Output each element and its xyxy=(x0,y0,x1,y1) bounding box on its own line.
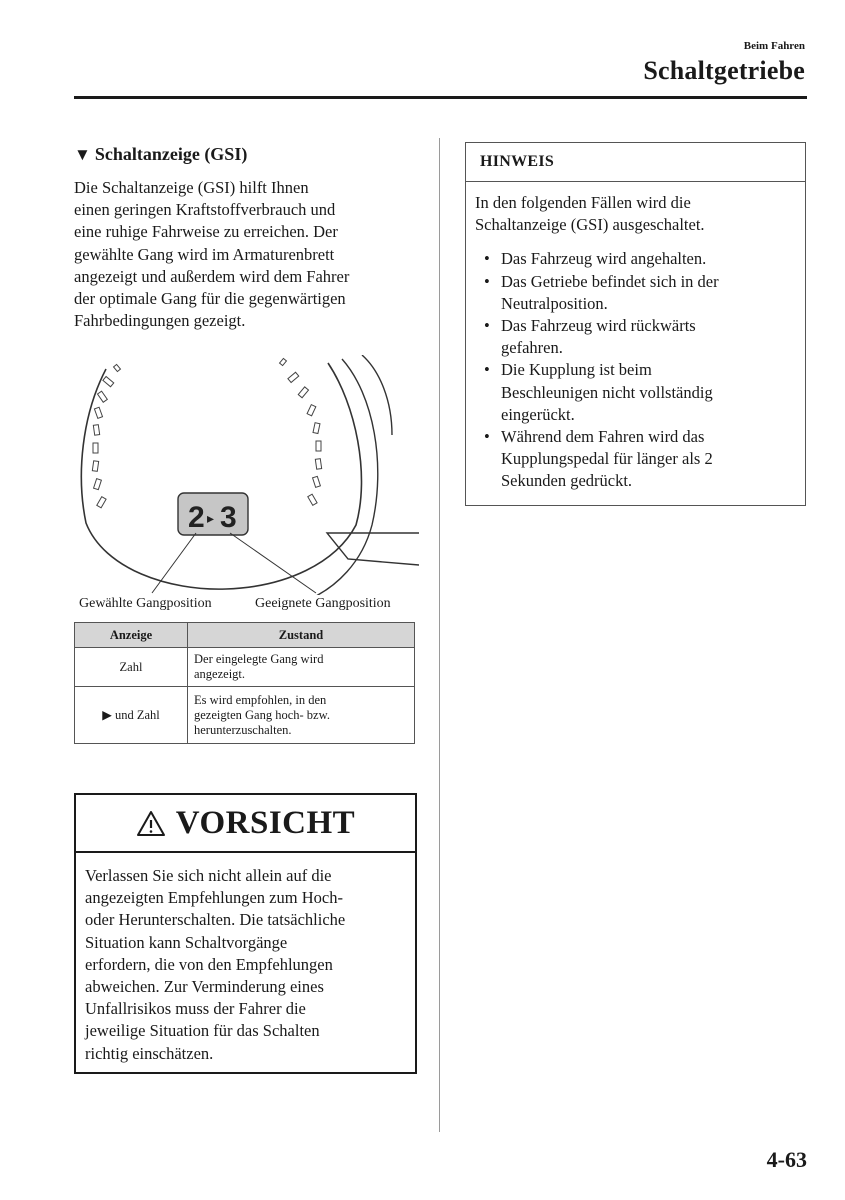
state-line: herunterzuschalten. xyxy=(194,722,292,737)
table-cell-indicator: Zahl xyxy=(75,648,188,687)
table-row xyxy=(75,687,415,744)
bullet-icon: • xyxy=(484,360,490,380)
warning-box xyxy=(74,793,417,1074)
note-box xyxy=(465,142,806,506)
state-line: Der eingelegte Gang wird xyxy=(194,652,324,666)
section-title xyxy=(74,144,247,165)
intro-line: Die Schaltanzeige (GSI) hilft Ihnen xyxy=(74,178,309,197)
indicator-table xyxy=(74,622,415,744)
list-item-line: Beschleunigen nicht vollständig xyxy=(501,382,713,402)
list-item-line: Sekunden gedrückt. xyxy=(501,471,633,491)
cluster-illustration xyxy=(74,355,419,595)
list-item xyxy=(475,271,797,315)
warning-line: jeweilige Situation für das Schalten xyxy=(85,1021,320,1041)
right-panel-arc xyxy=(362,355,392,435)
note-body xyxy=(466,182,805,493)
intro-line: einen geringen Kraftstoffverbrauch und xyxy=(74,200,336,220)
list-item xyxy=(475,426,797,493)
indicator-text: und Zahl xyxy=(114,707,160,722)
list-item-line: eingerückt. xyxy=(501,404,575,424)
list-item-line: Das Fahrzeug wird angehalten. xyxy=(501,249,707,269)
display-digit-right: 3 xyxy=(220,501,237,534)
warning-line: oder Herunterschalten. Die tatsächliche xyxy=(85,910,346,930)
display-digit-left: 2 xyxy=(188,501,205,534)
table-header-state: Zustand xyxy=(188,623,415,648)
gauge-outer-arc xyxy=(81,363,361,589)
table-cell-state xyxy=(188,648,415,687)
warning-triangle-icon xyxy=(136,810,166,837)
label-suggested-gear: Geeignete Gangposition xyxy=(255,596,391,611)
intro-line: angezeigt und außerdem wird dem Fahrer xyxy=(74,266,350,286)
table-row xyxy=(75,648,415,687)
right-tick-marks xyxy=(280,358,322,505)
warning-header xyxy=(76,795,415,853)
intro-line: der optimale Gang für die gegenwärtigen xyxy=(74,289,346,309)
table-cell-state xyxy=(188,687,415,744)
list-item-line: Neutralposition. xyxy=(501,293,608,313)
display-arrow: ▸ xyxy=(207,511,215,527)
list-item-line: Die Kupplung ist beim xyxy=(501,360,652,380)
warning-line: Verlassen Sie sich nicht allein auf die xyxy=(85,866,332,885)
header-rule xyxy=(74,96,807,99)
note-title: HINWEIS xyxy=(466,143,805,182)
left-tick-marks xyxy=(92,364,120,507)
intro-paragraph xyxy=(74,177,414,332)
right-panel-line xyxy=(327,533,419,565)
list-item xyxy=(475,248,797,270)
table-header-indicator: Anzeige xyxy=(75,623,188,648)
warning-line: richtig einschätzen. xyxy=(85,1043,214,1063)
intro-line: eine ruhige Fahrweise zu erreichen. Der xyxy=(74,222,338,242)
note-intro xyxy=(475,192,797,236)
warning-line: Unfallrisikos muss der Fahrer die xyxy=(85,999,306,1019)
table-header-row xyxy=(75,623,415,648)
state-line: Es wird empfohlen, in den xyxy=(194,692,327,707)
list-item-line: Das Getriebe befindet sich in der xyxy=(501,271,719,291)
bullet-icon: • xyxy=(484,427,490,447)
label-selected-gear: Gewählte Gangposition xyxy=(79,596,212,611)
bullet-icon: • xyxy=(484,316,490,336)
list-item xyxy=(475,315,797,359)
list-item-line: Während dem Fahren wird das xyxy=(501,427,705,447)
state-line: gezeigten Gang hoch- bzw. xyxy=(194,707,330,722)
running-header-section: Beim Fahren xyxy=(743,40,805,52)
bullet-icon: • xyxy=(484,271,490,291)
warning-body xyxy=(76,853,415,1065)
note-intro-line: Schaltanzeige (GSI) ausgeschaltet. xyxy=(475,215,705,235)
section-title-text: Schaltanzeige (GSI) xyxy=(94,144,248,164)
warning-line: angezeigten Empfehlungen zum Hoch- xyxy=(85,888,343,908)
list-item-line: gefahren. xyxy=(501,338,563,358)
page-number: 4-63 xyxy=(766,1147,807,1172)
instrument-cluster-figure xyxy=(74,355,419,620)
warning-line: abweichen. Zur Verminderung eines xyxy=(85,977,324,997)
note-intro-line: In den folgenden Fällen wird die xyxy=(475,193,691,212)
note-list xyxy=(475,248,797,492)
table-cell-indicator xyxy=(75,687,188,744)
list-item-line: Das Fahrzeug wird rückwärts xyxy=(501,316,696,336)
intro-line: gewählte Gang wird im Armaturenbrett xyxy=(74,244,335,264)
warning-line: erfordern, die von den Empfehlungen xyxy=(85,954,333,974)
intro-line: Fahrbedingungen gezeigt. xyxy=(74,311,246,331)
warning-title: VORSICHT xyxy=(175,804,356,841)
column-divider xyxy=(439,138,440,1132)
running-header-chapter: Schaltgetriebe xyxy=(643,56,805,85)
section-triangle-icon: ▼ xyxy=(74,145,91,164)
warning-line: Situation kann Schaltvorgänge xyxy=(85,932,288,952)
bullet-icon: • xyxy=(484,249,490,269)
list-item xyxy=(475,359,797,426)
leader-line-suggested xyxy=(230,533,316,593)
state-line: angezeigt. xyxy=(194,667,246,681)
list-item-line: Kupplungspedal für länger als 2 xyxy=(501,449,713,469)
triangle-right-icon: ▶ xyxy=(102,707,112,722)
